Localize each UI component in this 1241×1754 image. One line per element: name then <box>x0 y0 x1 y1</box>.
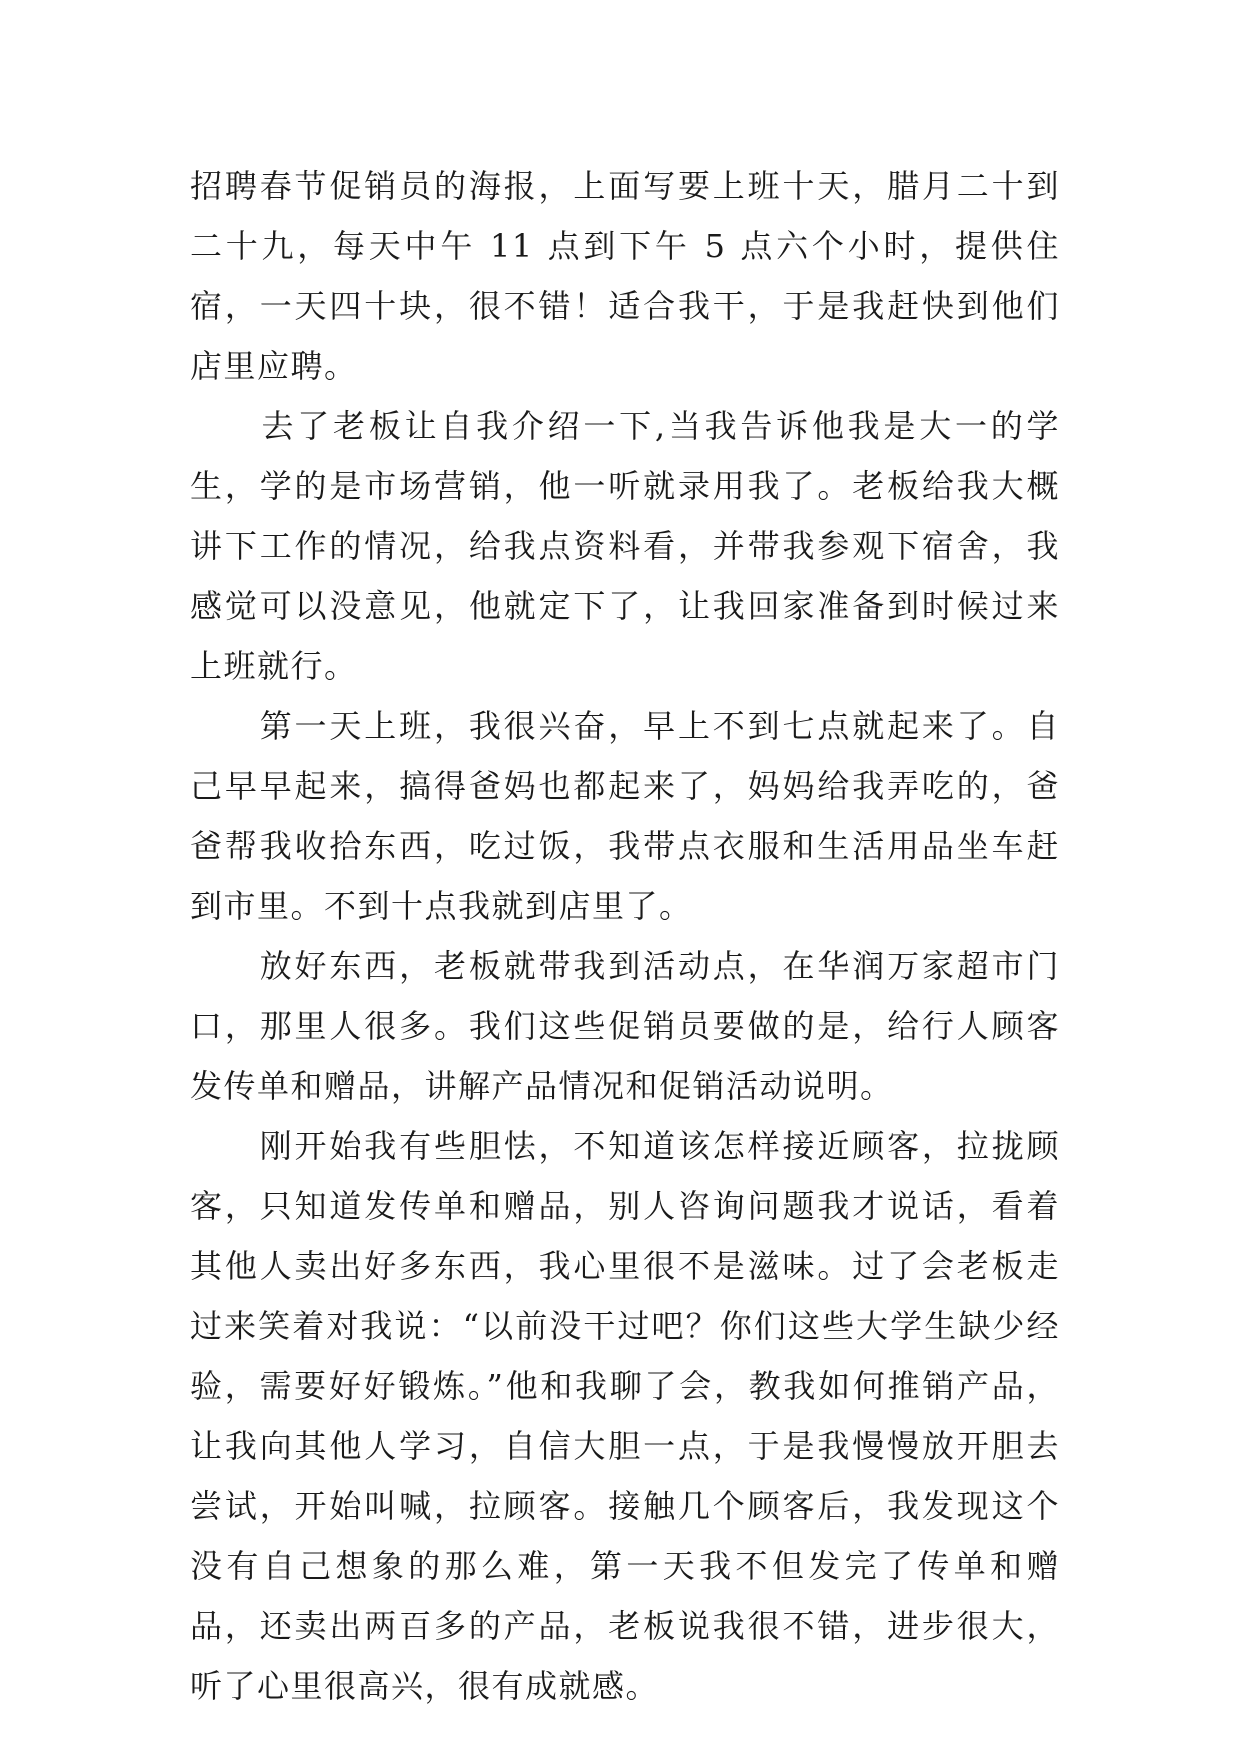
paragraph-1: 招聘春节促销员的海报，上面写要上班十天，腊月二十到二十九，每天中午 11 点到下午 5 点六个小时，提供住宿，一天四十块，很不错！适合我干，于是我赶快到他们店里应聘。 <box>190 167 1060 385</box>
document-body <box>190 156 1060 1716</box>
paragraph-2: 去了老板让自我介绍一下,当我告诉他我是大一的学生，学的是市场营销，他一听就录用我了。老板给我大概讲下工作的情况，给我点资料看，并带我参观下宿舍，我感觉可以没意见，他就定下了，让我回家准备到时候过来上班就行。 <box>190 407 1060 685</box>
paragraph-4: 放好东西，老板就带我到活动点，在华润万家超市门口，那里人很多。我们这些促销员要做的是，给行人顾客发传单和赠品，讲解产品情况和促销活动说明。 <box>190 947 1060 1105</box>
paragraph-5: 刚开始我有些胆怯，不知道该怎样接近顾客，拉拢顾客，只知道发传单和赠品，别人咨询问题我才说话，看着其他人卖出好多东西，我心里很不是滋味。过了会老板走过来笑着对我说：“以前没干过吧？你们这些大学生缺少经验，需要好好锻炼。”他和我聊了会，教我如何推销产品，让我向其他人学习，自信大胆一点，于是我慢慢放开胆去尝试，开始叫喊，拉顾客。接触几个顾客后，我发现这个没有自己想象的那么难，第一天我不但发完了传单和赠品，还卖出两百多的产品，老板说我很不错，进步很大，听了心里很高兴，很有成就感。 <box>190 1127 1060 1705</box>
paragraph-3: 第一天上班，我很兴奋，早上不到七点就起来了。自己早早起来，搞得爸妈也都起来了，妈妈给我弄吃的，爸爸帮我收拾东西，吃过饭，我带点衣服和生活用品坐车赶到市里。不到十点我就到店里了。 <box>190 707 1060 925</box>
